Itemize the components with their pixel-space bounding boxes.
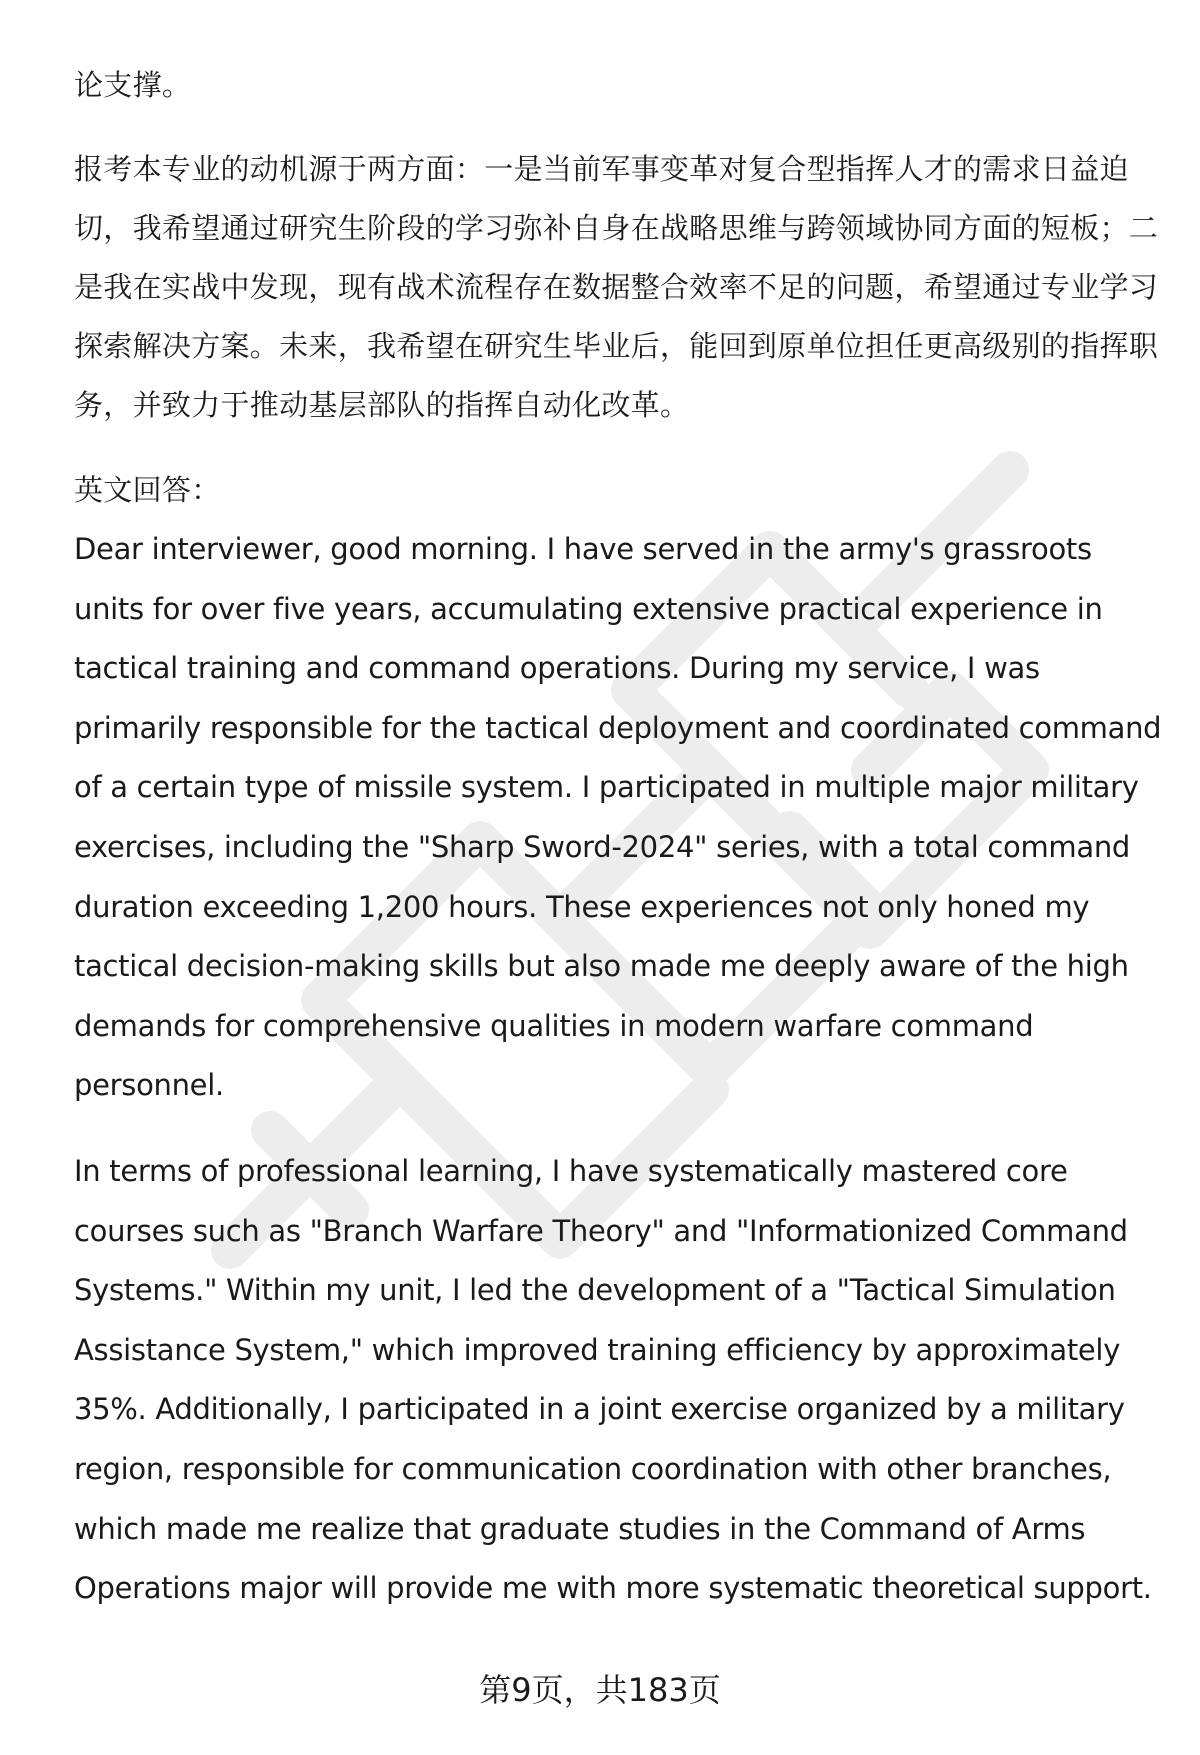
document-body: [74, 56, 1164, 1619]
english-answer-heading: 英文回答：: [74, 473, 221, 507]
paragraph-english-experience: Dear interviewer, good morning. I have served in the army's grassroots units for over five years, accumulating extensive practical experience in tactical training and command operations. During my service, I was primarily responsible for the tactical deployment and coordinated command of a certain type of missile system. I participated in multiple major military exercises, including the "Sharp Sword-2024" series, with a total command duration exceeding 1,200 hours. These experiences not only honed my tactical decision-making skills but also made me deeply aware of the high demands for comprehensive qualities in modern warfare command personnel.: [74, 532, 1162, 1103]
paragraph-intro-end: 论支撑。: [74, 68, 192, 102]
paragraph-motivation: 报考本专业的动机源于两方面：一是当前军事变革对复合型指挥人才的需求日益迫切，我希望通过研究生阶段的学习弥补自身在战略思维与跨领域协同方面的短板；二是我在实战中发现，现有战术流程存在数据整合效率不足的问题，希望通过专业学习探索解决方案。未来，我希望在研究生毕业后，能回到原单位担任更高级别的指挥职务，并致力于推动基层部队的指挥自动化改革。: [74, 152, 1159, 422]
page-number-footer: 第9页，共183页: [479, 1671, 721, 1709]
paragraph-english-learning: In terms of professional learning, I have systematically mastered core courses such as "Branch Warfare Theory" and "Informationized Command Systems." Within my unit, I led the development of a "Tactical Simulation Assistance System," which improved training efficiency by approximately 35%. Additionally, I participated in a joint exercise organized by a military region, responsible for communication coordination with other branches, which made me realize that graduate studies in the Command of Arms Operations major will provide me with more systematic theoretical support.: [74, 1153, 1152, 1606]
